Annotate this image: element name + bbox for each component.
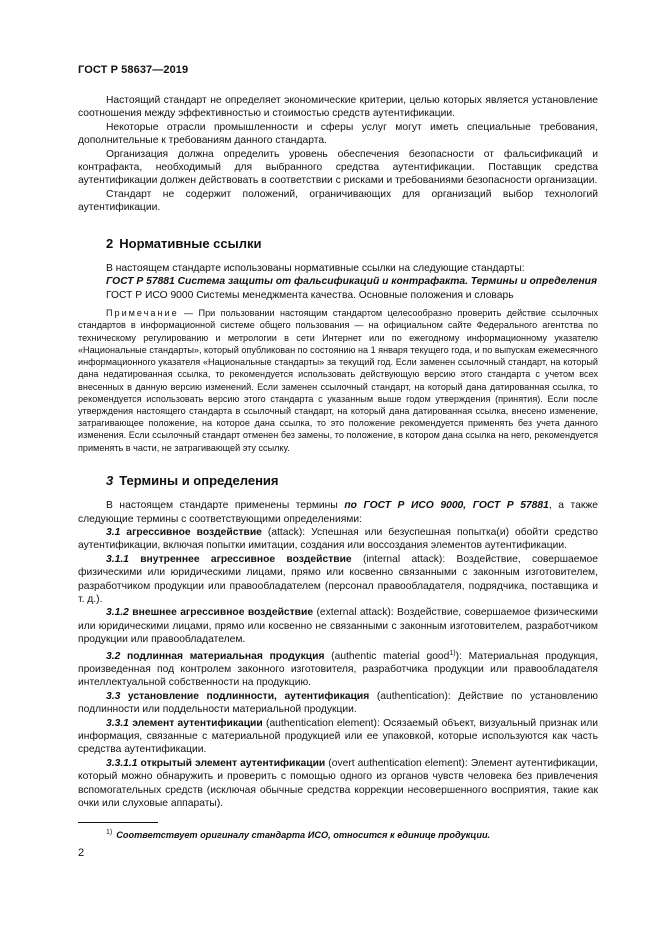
term-entry <box>78 526 598 553</box>
term-name: установление подлинности, аутентификация <box>127 690 370 702</box>
page-body <box>78 94 598 810</box>
term-entry <box>78 606 598 646</box>
document-code-header: ГОСТ Р 58637—2019 <box>78 64 189 76</box>
intro-paragraph-3: Организация должна определить уровень обеспечения безопасности от фальсификаций и контрафакта, необходимый для выбранного средства аутентификации. Поставщик средства аутентификации должен действовать в соответствии с рисками и требованиями безопасности организации. <box>78 148 598 187</box>
footnote-separator <box>78 822 158 823</box>
footnote-mark: 1) <box>106 829 113 836</box>
section-3-number: 3 <box>106 472 114 488</box>
term-number: 3.3.1.1 <box>106 757 138 769</box>
term-number: 3.1 <box>106 526 121 538</box>
footnote <box>106 829 490 840</box>
term-number: 3.1.1 <box>106 553 129 565</box>
footnote-reference: 1) <box>449 649 456 657</box>
term-name: открытый элемент аутентификации <box>140 757 326 769</box>
term-entry <box>78 647 598 690</box>
term-english: (overt authentication element): <box>325 757 468 769</box>
intro-paragraph-2: Некоторые отрасли промышленности и сферы услуг могут иметь специальные требования, дополнительные к требованиям данного стандарта. <box>78 121 598 147</box>
term-entry <box>78 757 598 811</box>
term-name: внешнее агрессивное воздействие <box>132 607 314 619</box>
term-english-close: ): <box>455 650 462 662</box>
term-english: (attack): <box>261 526 306 538</box>
term-name: элемент аутентификации <box>132 717 263 729</box>
term-entry <box>78 690 598 717</box>
term-definition: Воздействие, совершаемое физическими или юридическими лицами, прямо или косвенно связанными с законным изготовителем, разработчиком продукции или правообладателем (персонал правообладателя, подрядчика, поставщика и т. д.). <box>78 553 598 605</box>
normative-reference-2: ГОСТ Р ИСО 9000 Системы менеджмента качества. Основные положения и словарь <box>106 289 514 301</box>
term-english: (authentic material good <box>324 650 450 662</box>
term-name: агрессивное воздействие <box>126 526 262 538</box>
term-english: (authentication element): <box>262 717 380 729</box>
term-entry <box>78 717 598 757</box>
normative-reference-1: ГОСТ Р 57881 Система защиты от фальсификаций и контрафакта. Термины и определения <box>106 276 598 288</box>
term-english: (external attack): <box>313 607 394 619</box>
term-definition: Элемент аутентификации, который можно обнаружить и проверить с помощью одного из органов чувств человека без привлечения вспомогательных средств (исключая обычные средства коррекции несовершенного восприятия, такие как очки или слуховые аппараты). <box>78 757 598 810</box>
term-definition: Успешная или безуспешная попытка(и) обойти средство аутентификации, включая попытки имитации, создания или воссоздания элементов аутентификации. <box>78 526 598 552</box>
term-definition: Действие по установлению подлинности или поддельности материальной продукции. <box>78 690 598 716</box>
term-number: 3.1.2 <box>106 607 129 619</box>
section-2-lead: В настоящем стандарте использованы нормативные ссылки на следующие стандарты: <box>106 263 525 275</box>
footnote-text: Соответствует оригиналу стандарта ИСО, относится к единице продукции. <box>116 830 491 840</box>
term-number: 3.3 <box>106 690 121 702</box>
term-english: (internal attack): <box>351 553 446 565</box>
note-text: — При пользовании настоящим стандартом целесообразно проверить действие ссылочных стандартов в информационной системе общего пользования — на официальном сайте Федерального агентства по техническому регулированию и метрологии в сети Интернет или по ежегодному информационному указателю «Национальные стандарты», который опубликован по состоянию на 1 января текущего года, и по выпускам ежемесячного информационного указателя «Национальные стандарты» за текущий год. Если заменен ссылочный стандарт, на который дана недатированная ссылка, то рекомендуется использовать действующую версию этого стандарта с учетом всех внесенных в данную версию изменений. Если заменен ссылочный стандарт, на который дана датированная ссылка, то рекомендуется использовать версию этого стандарта с указанным выше годом утверждения (принятия). Если после утверждения настоящего стандарта в ссылочный стандарт, на который дана датированная ссылка, внесено изменение, затрагивающее положение, на которое дана ссылка, то это положение рекомендуется применять без учета данного изменения. Если ссылочный стандарт отменен без замены, то положение, в котором дана ссылка на него, рекомендуется применять в части, не затрагивающей эту ссылку. <box>78 308 598 453</box>
reference-note <box>78 307 598 453</box>
section-3-lead <box>78 499 598 526</box>
note-label: Примечание <box>106 308 179 319</box>
page-number: 2 <box>78 847 85 859</box>
term-definition: Воздействие, совершаемое физическими или юридическими лицами, прямо или косвенно не связанными с законным изготовителем, разработчиком продукции или правообладателем. <box>78 607 598 646</box>
term-definition: Материальная продукция, произведенная под контролем законного изготовителя, разработчика продукции или правообладателя интеллектуальной собственности на продукцию. <box>78 650 598 689</box>
lead-text: В настоящем стандарте применены термины <box>106 500 345 512</box>
term-definition: Осязаемый объект, визуальный признак или информация, связанные с материальной продукцией или ее упаковкой, которые используются как часть средства аутентификации. <box>78 717 598 756</box>
term-number: 3.3.1 <box>106 717 129 729</box>
intro-paragraph-1: Настоящий стандарт не определяет экономические критерии, целью которых является установление соотношения между эффективностью и стоимостью средств аутентификации. <box>78 95 598 120</box>
section-2-title: Нормативные ссылки <box>119 235 262 251</box>
section-2-heading <box>106 237 626 250</box>
term-english: (authentication): <box>369 690 451 702</box>
section-3-heading <box>106 474 626 487</box>
section-3-title: Термины и определения <box>119 472 279 488</box>
lead-text-end: , а также следующие термины с соответствующими определениями: <box>78 500 598 525</box>
lead-standards: по ГОСТ Р ИСО 9000, ГОСТ Р 57881 <box>344 500 549 512</box>
term-name: подлинная материальная продукция <box>127 650 325 662</box>
term-name: внутреннее агрессивное воздействие <box>140 553 352 565</box>
section-2-number: 2 <box>106 235 114 251</box>
term-entry <box>78 553 598 607</box>
term-number: 3.2 <box>106 650 121 662</box>
intro-paragraph-4: Стандарт не содержит положений, ограничивающих для организаций выбор технологий аутентификации. <box>78 188 598 214</box>
